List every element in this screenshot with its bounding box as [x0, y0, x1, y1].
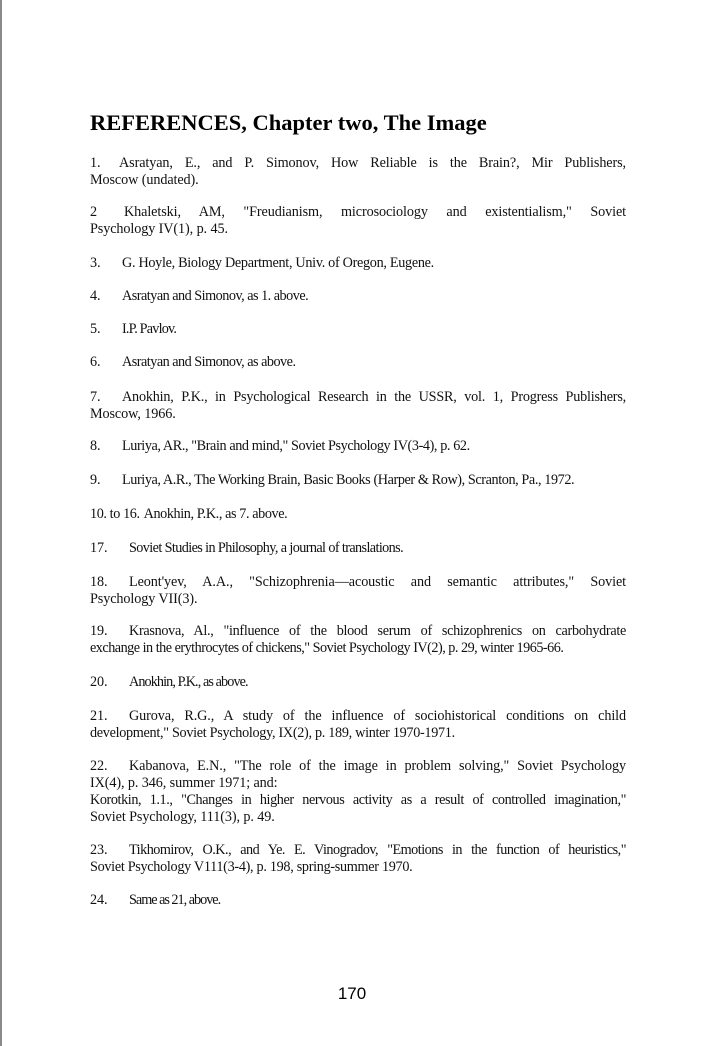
reference-text: Luriya, AR., "Brain and mind," Soviet Psychology IV(3-4), p. 62.: [122, 438, 470, 454]
reference-item-18: [90, 574, 626, 608]
reference-number: 22.: [90, 758, 108, 774]
reference-text: Soviet Psychology V111(3-4), p. 198, spring-summer 1970.: [90, 859, 413, 875]
reference-item-2: [90, 204, 626, 238]
reference-number: 18.: [90, 574, 108, 590]
reference-text: Anokhin, P.K., in Psychological Research in the USSR, vol. 1, Progress Publishers,: [122, 389, 626, 405]
reference-text: Same as 21, above.: [129, 892, 221, 908]
reference-text: Tikhomirov, O.K., and Ye. E. Vinogradov, "Emotions in the function of heuristics,": [129, 842, 626, 858]
reference-item-17: [90, 540, 626, 557]
reference-text: Soviet Studies in Philosophy, a journal of translations.: [129, 540, 404, 556]
reference-number: 24.: [90, 892, 108, 908]
page-left-border: [0, 0, 2, 1046]
reference-text: exchange in the erythrocytes of chickens," Soviet Psychology IV(2), p. 29, winter 1965-66.: [90, 640, 564, 656]
reference-number: 19.: [90, 623, 108, 639]
reference-text: I.P. Pavlov.: [122, 321, 177, 337]
reference-number: 1.: [90, 155, 101, 171]
reference-number: 6.: [90, 354, 101, 370]
reference-text: Anokhin, P.K., as above.: [129, 674, 248, 690]
reference-item-23: [90, 842, 626, 876]
reference-item-3: [90, 255, 626, 272]
reference-text: Khaletski, AM, "Freudianism, microsociology and existentialism," Soviet: [124, 204, 626, 220]
reference-text: Krasnova, Al., "influence of the blood serum of schizophrenics on carbohydrate: [129, 623, 626, 639]
reference-item-22: [90, 758, 626, 826]
reference-text: IX(4), p. 346, summer 1971; and:: [90, 775, 278, 791]
reference-text: Psychology VII(3).: [90, 591, 198, 607]
reference-text: Soviet Psychology, 111(3), p. 49.: [90, 809, 275, 825]
reference-text: Psychology IV(1), p. 45.: [90, 221, 228, 237]
reference-text: Moscow, 1966.: [90, 406, 176, 422]
reference-number: 4.: [90, 288, 101, 304]
reference-item-4: [90, 288, 626, 305]
reference-number: 21.: [90, 708, 108, 724]
reference-text: Anokhin, P.K., as 7. above.: [143, 506, 288, 522]
reference-text: Asratyan and Simonov, as above.: [122, 354, 296, 370]
reference-number: 3.: [90, 255, 101, 271]
reference-item-7: [90, 389, 626, 423]
reference-item-24: [90, 892, 626, 909]
reference-item-20: [90, 674, 626, 691]
reference-number: 10. to 16.: [90, 506, 140, 522]
reference-number: 8.: [90, 438, 101, 454]
reference-text: development," Soviet Psychology, IX(2), p. 189, winter 1970-1971.: [90, 725, 455, 741]
reference-text: Moscow (undated).: [90, 172, 199, 188]
reference-number: 17.: [90, 540, 108, 556]
page-title: REFERENCES, Chapter two, The Image: [90, 110, 487, 135]
reference-text: Gurova, R.G., A study of the influence of sociohistorical conditions on child: [129, 708, 626, 724]
reference-item-8: [90, 438, 626, 455]
reference-item-19: [90, 623, 626, 657]
reference-text: Korotkin, 1.1., "Changes in higher nervous activity as a result of controlled imagination,": [90, 792, 626, 808]
reference-number: 23.: [90, 842, 108, 858]
reference-text: Asratyan and Simonov, as 1. above.: [122, 288, 309, 304]
page-number: 170: [337, 984, 367, 1003]
reference-item-5: [90, 321, 626, 338]
reference-item-1: [90, 155, 626, 189]
reference-text: Kabanova, E.N., "The role of the image in problem solving," Soviet Psychology: [129, 758, 626, 774]
reference-text: Leont'yev, A.A., "Schizophrenia—acoustic and semantic attributes," Soviet: [129, 574, 626, 590]
reference-item-10-16: [90, 506, 626, 523]
reference-text: Asratyan, E., and P. Simonov, How Reliable is the Brain?, Mir Publishers,: [119, 155, 626, 171]
reference-number: 5.: [90, 321, 101, 337]
reference-number: 20.: [90, 674, 108, 690]
reference-number: 7.: [90, 389, 101, 405]
reference-text: G. Hoyle, Biology Department, Univ. of Oregon, Eugene.: [122, 255, 434, 271]
reference-number: 9.: [90, 472, 101, 488]
reference-item-9: [90, 472, 626, 489]
reference-item-21: [90, 708, 626, 742]
reference-number: 2: [90, 204, 97, 220]
reference-item-6: [90, 354, 626, 371]
reference-text: Luriya, A.R., The Working Brain, Basic Books (Harper & Row), Scranton, Pa., 1972.: [122, 472, 575, 488]
